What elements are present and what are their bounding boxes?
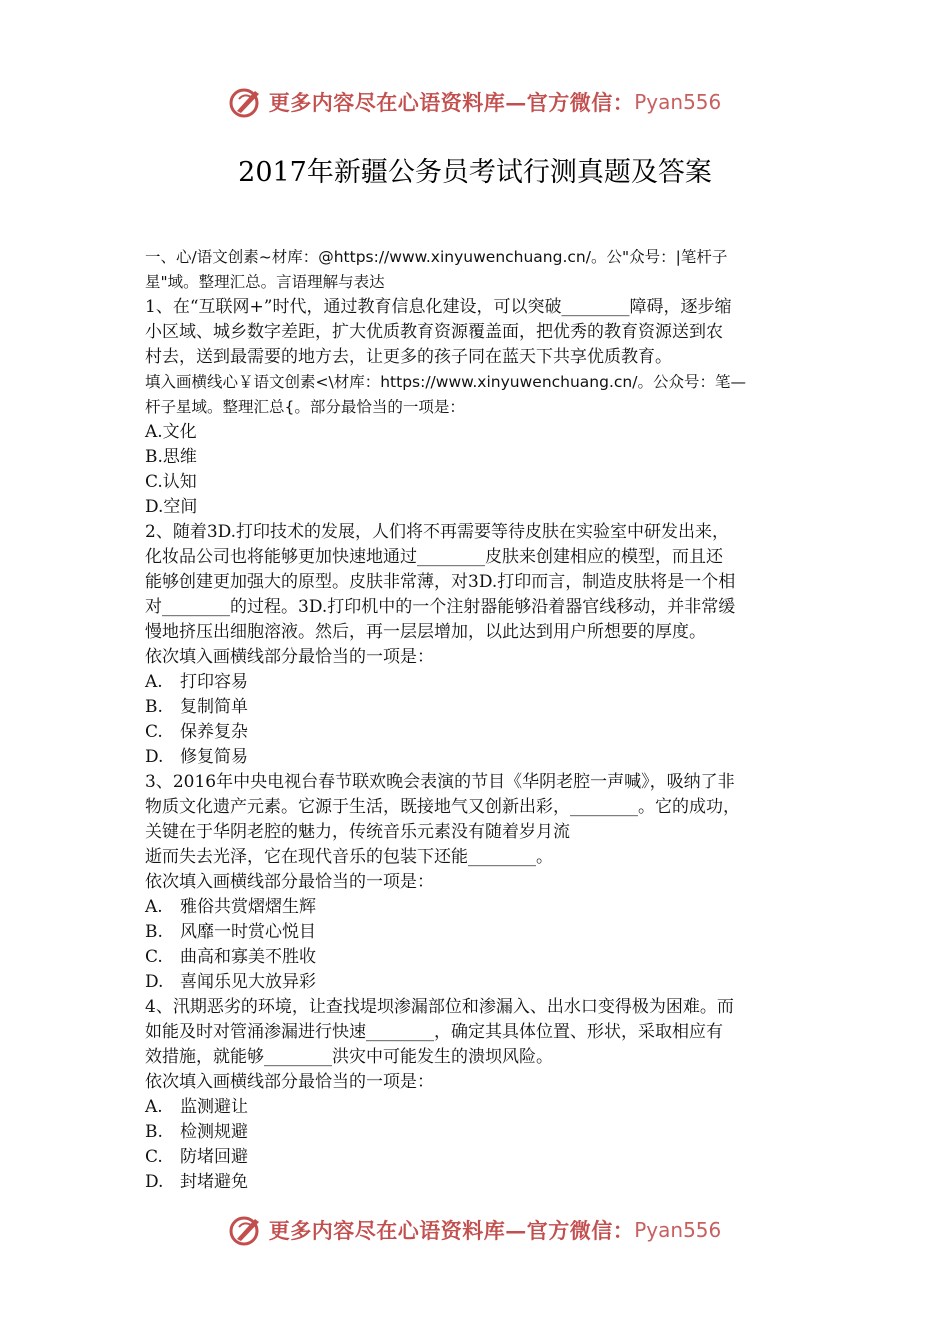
option-text: 修复简易: [180, 747, 248, 767]
option-text: 喜闻乐见大放异彩: [180, 972, 316, 992]
section-heading-line: 一、心/语文创素~材库：@https://www.xinyuwenchuang.cn/。公"众号：|笔杆子: [145, 248, 728, 266]
option-text: 监测避让: [180, 1097, 248, 1117]
q2-stem-line: 化妆品公司也将能够更加快速地通过________皮肤来创建相应的模型，而且还: [145, 547, 723, 567]
option-text: 打印容易: [180, 672, 248, 692]
brush-logo-icon: [229, 85, 263, 119]
q2-option: [145, 695, 825, 720]
q2-option: [145, 720, 825, 745]
q1-prompt-line: 杆子星域。整理汇总{。部分最恰当的一项是：: [145, 398, 465, 416]
q3-option: [145, 945, 825, 970]
option-label: C.: [145, 947, 163, 967]
q3-stem-line: 3、2016年中央电视台春节联欢晚会表演的节目《华阴老腔一声喊》，吸纳了非: [145, 772, 735, 792]
q1-stem-line: 1、在“互联网+”时代，通过教育信息化建设，可以突破________障碍，逐步缩: [145, 297, 732, 317]
document-title: 2017年新疆公务员考试行测真题及答案: [238, 157, 712, 188]
footer-watermark-banner: [0, 1212, 950, 1248]
option-text: 复制简单: [180, 697, 248, 717]
banner-text: 更多内容尽在心语资料库—官方微信：: [268, 90, 635, 115]
q3-stem-line: 逝而失去光泽，它在现代音乐的包装下还能________。: [145, 847, 553, 867]
banner-wechat-id: Pyan556: [634, 90, 722, 114]
q2-option: [145, 745, 825, 770]
q3-stem-line: 关键在于华阴老腔的魅力，传统音乐元素没有随着岁月流: [145, 822, 570, 842]
q2-stem-line: 能够创建更加强大的原型。皮肤非常薄，对3D.打印而言，制造皮肤将是一个相: [145, 572, 736, 592]
q2-prompt: 依次填入画横线部分最恰当的一项是：: [145, 647, 434, 667]
option-text: 防堵回避: [180, 1147, 248, 1167]
q1-option: A.文化: [145, 422, 197, 442]
q4-stem-line: 4、汛期恶劣的环境，让查找堤坝渗漏部位和渗漏入、出水口变得极为困难。而: [145, 997, 734, 1017]
q1-prompt-line: 填入画横线心￥语文创素<\材库：https://www.xinyuwenchuang.cn/。公众号：笔—: [145, 373, 746, 391]
option-label: C.: [145, 722, 163, 742]
banner-wechat-id: Pyan556: [634, 1218, 722, 1242]
q4-prompt: 依次填入画横线部分最恰当的一项是：: [145, 1072, 434, 1092]
option-text: 封堵避免: [180, 1172, 248, 1192]
option-text: 雅俗共赏熠熠生辉: [180, 897, 316, 917]
option-label: A.: [145, 672, 163, 692]
q4-option: [145, 1095, 825, 1120]
q2-option: [145, 670, 825, 695]
section-heading-line: 星"域。整理汇总。言语理解与表达: [145, 273, 385, 291]
option-text: 检测规避: [180, 1122, 248, 1142]
q3-option: [145, 895, 825, 920]
option-label: A.: [145, 1097, 163, 1117]
option-text: 保养复杂: [180, 722, 248, 742]
option-label: B.: [145, 922, 163, 942]
brush-logo-icon: [229, 1213, 263, 1247]
q3-option: [145, 970, 825, 995]
header-watermark-banner: [0, 84, 950, 120]
option-text: 曲高和寡美不胜收: [180, 947, 316, 967]
q4-option: [145, 1120, 825, 1145]
q2-stem-line: 2、随着3D.打印技术的发展，人们将不再需要等待皮肤在实验室中研发出来，: [145, 522, 730, 542]
document-body: [145, 245, 825, 1195]
q3-stem-line: 物质文化遗产元素。它源于生活，既接地气又创新出彩，________。它的成功，: [145, 797, 740, 817]
q1-option: B.思维: [145, 447, 197, 467]
option-label: D.: [145, 747, 164, 767]
option-label: B.: [145, 1122, 163, 1142]
q1-option: C.认知: [145, 472, 197, 492]
q1-stem-line: 小区域、城乡数字差距，扩大优质教育资源覆盖面，把优秀的教育资源送到农: [145, 322, 723, 342]
banner-text: 更多内容尽在心语资料库—官方微信：: [268, 1218, 635, 1243]
q2-stem-line: 慢地挤压出细胞溶液。然后，再一层层增加，以此达到用户所想要的厚度。: [145, 622, 706, 642]
q1-option: D.空间: [145, 497, 198, 517]
q4-stem-line: 效措施，就能够________洪灾中可能发生的溃坝风险。: [145, 1047, 553, 1067]
q3-option: [145, 920, 825, 945]
option-label: D.: [145, 1172, 164, 1192]
option-label: D.: [145, 972, 164, 992]
option-text: 风靡一时赏心悦目: [180, 922, 316, 942]
q4-option: [145, 1145, 825, 1170]
option-label: A.: [145, 897, 163, 917]
q3-prompt: 依次填入画横线部分最恰当的一项是：: [145, 872, 434, 892]
q4-stem-line: 如能及时对管涌渗漏进行快速________，确定其具体位置、形状，采取相应有: [145, 1022, 723, 1042]
option-label: C.: [145, 1147, 163, 1167]
q1-stem-line: 村去，送到最需要的地方去，让更多的孩子同在蓝天下共享优质教育。: [145, 347, 672, 367]
q4-option: [145, 1170, 825, 1195]
q2-stem-line: 对________的过程。3D.打印机中的一个注射器能够沿着器官线移动，并非常缓: [145, 597, 736, 617]
option-label: B.: [145, 697, 163, 717]
